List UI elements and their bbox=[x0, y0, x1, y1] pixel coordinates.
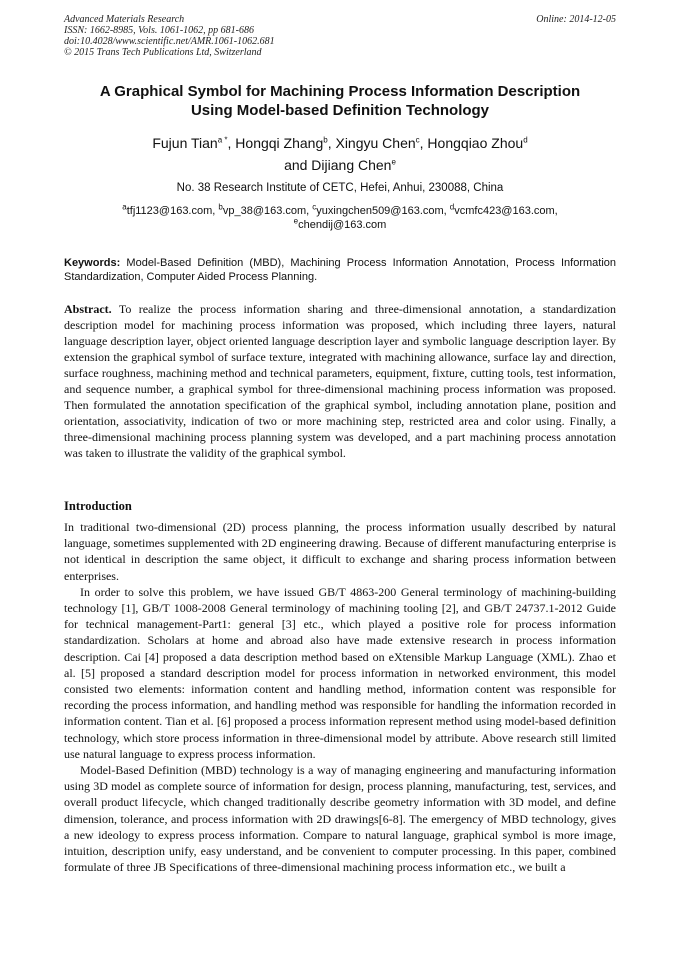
journal-header bbox=[64, 14, 616, 58]
email-link[interactable]: tfj1123@163.com, bbox=[126, 205, 219, 217]
email-line-1 bbox=[64, 204, 616, 218]
copyright-line: © 2015 Trans Tech Publications Ltd, Switzerland bbox=[64, 47, 262, 58]
paragraph: Model-Based Definition (MBD) technology is a way of managing engineering and manufacturing information using 3D model as complete source of information for design, process planning, manufacturing, test, services, and overall product lifecycle, which changed traditionally describe geometry information with 3D model, and define dimension, tolerance, and process information with 2D drawings[6-8]. The emergency of MBD technology, gives a new ideology to express process information. Compare to natural language, graphical symbol is more image, intuition, description unify, easy understand, and be convenient to computer processing. In this paper, combined formulate of three JB Specifications of three-dimensional machining process information etc., we built a bbox=[64, 763, 616, 875]
abstract bbox=[64, 301, 616, 461]
author-emails bbox=[64, 204, 616, 232]
email-sup: b bbox=[218, 202, 223, 212]
author-name: , Hongqi Zhang bbox=[227, 135, 324, 151]
paragraph: In traditional two-dimensional (2D) process planning, the process information usually described by natural language, sometimes supplemented with 2D engineering drawing. Because of different manufacturing enterprise is not identical in description the same object, it difficult to exchange and sharing process information between enterprises. bbox=[64, 520, 616, 583]
author-sup: a * bbox=[217, 135, 228, 145]
email-link[interactable]: vp_38@163.com, bbox=[222, 205, 313, 217]
paragraph: In order to solve this problem, we have issued GB/T 4863-200 General terminology of machining-building technology [1], GB/T 1008-2008 General terminology of machining tooling [2], and GB/T 24737.1-2012 Guide for technical management-Part1: general [3] etc., which played a positive role for process information standardization. Scholars at home and abroad also have made extensive research in process information description. Cai [4] proposed a data description method based on eXtensible Markup Language (XML). Zhao et al. [5] proposed a standard description model for process information in networked environment, this model consisted two elements: information content and handling method, information content was responsible for recording the process information, and handling method was responsible for handling the information recorded in information content. Tian et al. [6] proposed a process information represent method using model-based definition technology, which store process information in three-dimensional model by attribute. Above research still limited use natural language to express process information. bbox=[64, 584, 616, 761]
author-name: and Dijiang Chen bbox=[284, 157, 392, 173]
author-sup: e bbox=[391, 157, 396, 167]
title-line-1: A Graphical Symbol for Machining Process Information Description bbox=[99, 83, 581, 100]
author-list bbox=[64, 132, 616, 176]
section-heading-introduction: Introduction bbox=[64, 499, 132, 513]
email-link[interactable]: vcmfc423@163.com, bbox=[454, 205, 558, 217]
introduction-body bbox=[64, 519, 616, 875]
author-name: , Xingyu Chen bbox=[327, 135, 416, 151]
online-date: Online: 2014-12-05 bbox=[536, 14, 616, 25]
email-link[interactable]: chendij@163.com bbox=[298, 219, 387, 231]
author-line-1 bbox=[64, 132, 616, 154]
title-line-2: Using Model-based Definition Technology bbox=[190, 102, 490, 119]
abstract-label: Abstract. bbox=[64, 302, 112, 316]
email-link[interactable]: yuxingchen509@163.com, bbox=[316, 205, 450, 217]
email-line-2 bbox=[64, 218, 616, 232]
doi-link[interactable]: doi:10.4028/www.scientific.net/AMR.1061-1062.681 bbox=[64, 36, 275, 47]
issn-line: ISSN: 1662-8985, Vols. 1061-1062, pp 681-686 bbox=[64, 25, 254, 36]
paper-title bbox=[64, 82, 616, 120]
email-sup: d bbox=[449, 202, 455, 212]
email-sup: a bbox=[122, 202, 127, 212]
keywords-label: Keywords: bbox=[64, 257, 121, 269]
keywords bbox=[64, 256, 616, 284]
affiliation: No. 38 Research Institute of CETC, Hefei, Anhui, 230088, China bbox=[176, 182, 504, 194]
author-sup: b bbox=[323, 135, 328, 145]
email-sup: e bbox=[293, 216, 299, 226]
author-name: Fujun Tian bbox=[152, 135, 218, 151]
author-sup: c bbox=[415, 135, 420, 145]
keywords-text: Model-Based Definition (MBD), Machining Process Information Annotation, Process Information Standardization, Computer Aided Process Planning. bbox=[64, 257, 616, 283]
author-name: , Hongqiao Zhou bbox=[419, 135, 524, 151]
email-sup: c bbox=[312, 202, 317, 212]
author-sup: d bbox=[523, 135, 528, 145]
abstract-text: To realize the process information sharing and three-dimensional annotation, a standardization description model for machining process information was proposed, which including three layers, natural language description layer, object oriented language description layer and symbolic language description layer. By extension the graphical symbol of surface texture, integrated with machining allowance, surface lay and direction, surface roughness, machining method and technical parameters, equipment, fixture, cutting tools, test information, and sequence number, a graphical symbol for three-dimensional machining process information was proposed. Then formulated the annotation specification of the graphical symbol, including annotation plane, position and orientation, associativity, indication of two or more machining step, restricted area and color using. Finally, a three-dimensional machining process planning system was developed, and a part machining process annotation was taken to illustrate the validity of the graphical symbol. bbox=[64, 302, 616, 460]
author-line-2 bbox=[64, 154, 616, 176]
journal-name: Advanced Materials Research bbox=[64, 14, 185, 25]
